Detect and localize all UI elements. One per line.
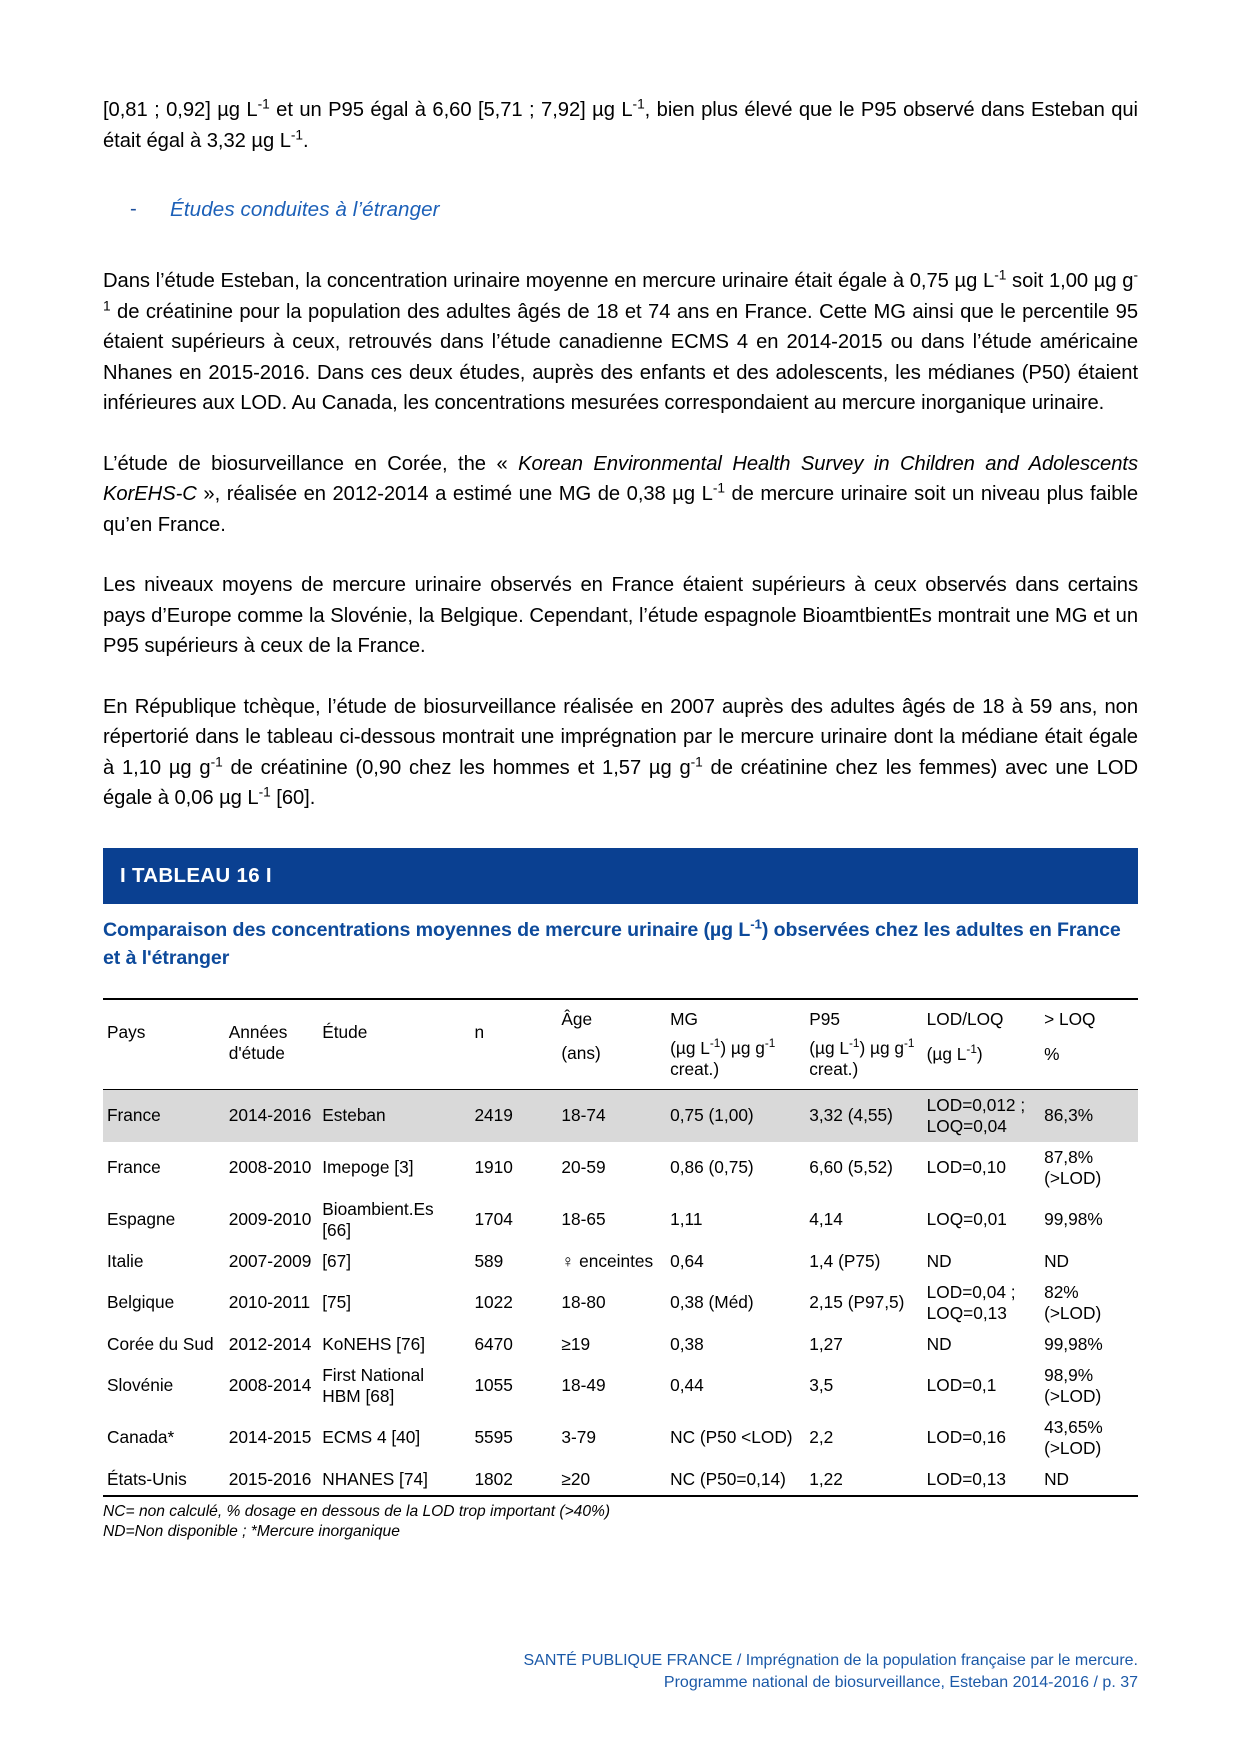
p1-text-b: soit 1,00 µg g [1006, 270, 1134, 292]
cell-pays: Canada* [107, 1427, 175, 1447]
col-header-p95-line2: (µg $L^{-1}$) µg $g^{-1}$ creat.) [809, 1036, 915, 1079]
col-header-lod-line2 [927, 1030, 1034, 1065]
col-header-annees [225, 999, 318, 1090]
cell-mg: 0,75 (1,00) [666, 1089, 805, 1142]
table-body [103, 1089, 1138, 1496]
paragraph-europe: Les niveaux moyens de mercure urinaire observés en France étaient supérieurs à ceux observés dans certains pays d’Europe comme la Slovénie, la Belgique. Cependant, l’étude espagnole BioamtbientEs montrait une MG et un P95 supérieurs à ceux de la France. [103, 574, 1138, 657]
cell-annees: 2010-2011 [228, 1292, 311, 1312]
col-header-etude-label: Étude [322, 1021, 368, 1042]
cell-p95: 4,14 [809, 1209, 843, 1229]
tableau-caption-b: ) observées chez les adultes en France et à l'étranger [103, 918, 1121, 969]
col-header-loq-line1: > LOQ [1044, 1008, 1096, 1029]
lod-unit-b: ) [976, 1043, 983, 1064]
cell-p95: 1,4 (P75) [809, 1250, 881, 1271]
cell-pays: Espagne [107, 1209, 176, 1229]
col-header-pays-label: Pays [107, 1021, 146, 1042]
cell-age: ≥19 [561, 1333, 591, 1354]
cell-mg: NC (P50=0,14) [666, 1464, 805, 1496]
footnote-nc: NC= non calculé, % dosage en dessous de la LOD trop important (>40%) [103, 1502, 611, 1520]
intro-sup-2: -1 [632, 96, 645, 112]
cell-age: 18-74 [557, 1089, 666, 1142]
p4-text-c: de créatinine chez les femmes) avec une LOD égale à 0,06 µg L [103, 756, 1138, 809]
table-row [103, 1277, 1138, 1329]
cell-n: 1022 [474, 1292, 513, 1312]
cell-n: 6470 [474, 1333, 513, 1354]
cell-n: 589 [474, 1250, 504, 1271]
mg-unit-b: ) µg g [720, 1037, 765, 1058]
mg-unit-a: (µg L [670, 1037, 710, 1058]
cell-pays: France [103, 1089, 225, 1142]
col-header-age [557, 999, 666, 1090]
col-header-lod [923, 999, 1040, 1090]
bullet-dash-marker: - [130, 198, 137, 220]
mg-sup-2: -1 [764, 1036, 776, 1050]
lod-unit-a: (µg L [926, 1043, 967, 1064]
p2-italic-title: Korean Environmental Health Survey in Children and Adolescents KorEHS-C [103, 452, 1138, 505]
cell-p95: 1,27 [809, 1333, 843, 1354]
cell-lod: LOD=0,16 [926, 1427, 1006, 1447]
table-row [103, 1464, 1138, 1496]
cell-mg: 0,38 [670, 1333, 704, 1354]
cell-mg: NC (P50 <LOD) [670, 1427, 793, 1447]
mg-sup-1: -1 [709, 1036, 721, 1050]
p95-unit-b: ) µg [859, 1037, 890, 1058]
cell-mg: 0,38 (Méd) [670, 1292, 754, 1312]
p2-text-c: de mercure urinaire soit un niveau plus faible qu’en France. [103, 483, 1138, 536]
cell-annees: 2015-2016 [225, 1464, 318, 1496]
table-head [103, 999, 1138, 1090]
cell-loq: 82% (>LOD) [1044, 1281, 1102, 1323]
cell-etude: ECMS 4 [40] [322, 1427, 421, 1447]
cell-annees: 2008-2014 [228, 1375, 312, 1395]
cell-age: 18-65 [561, 1209, 606, 1229]
col-header-lod-line1: LOD/LOQ [926, 1008, 1004, 1029]
cell-lod: LOD=0,1 [926, 1375, 997, 1395]
table-footnotes [103, 1502, 1138, 1542]
col-header-mg [666, 999, 805, 1090]
cell-mg: 0,64 [670, 1250, 704, 1271]
cell-p95: 6,60 (5,52) [809, 1157, 893, 1177]
paragraph-koree [103, 449, 1138, 541]
p2-text-a: L’étude de biosurveillance en Corée, the « [103, 452, 519, 475]
cell-pays: Corée du Sud [107, 1333, 214, 1354]
p95-unit-a: (µg L [809, 1037, 850, 1058]
p4-sup-1: -1 [210, 753, 223, 769]
cell-loq: 98,9% (>LOD) [1044, 1364, 1102, 1406]
p95-unit-c: creat.) [809, 1058, 859, 1079]
mg-unit-c: creat.) [670, 1058, 720, 1079]
cell-annees: 2014-2016 [225, 1089, 318, 1142]
tableau-banner-label: I TABLEAU 16 I [120, 863, 272, 887]
footer-line-1: SANTÉ PUBLIQUE FRANCE / Imprégnation de la population française par le mercure. [523, 1652, 1138, 1669]
p4-text-d: [60]. [270, 787, 316, 809]
paragraph-esteban [103, 266, 1138, 419]
col-header-p95 [805, 999, 922, 1090]
col-header-annees-line2: d'étude [228, 1042, 285, 1063]
footer-line-2: Programme national de biosurveillance, Esteban 2014-2016 / p. 37 [663, 1674, 1138, 1691]
cell-annees: 2012-2014 [228, 1333, 312, 1354]
cell-loq: 87,8% (>LOD) [1044, 1146, 1102, 1188]
col-header-mg-line2 [670, 1030, 799, 1080]
col-header-pays [103, 999, 225, 1090]
lod-sup-1: -1 [966, 1042, 977, 1056]
tableau-caption-sup: -1 [750, 915, 762, 931]
cell-pays: France [107, 1157, 161, 1177]
cell-lod: LOD=0,04 ; LOQ=0,13 [926, 1281, 1016, 1323]
p4-sup-2: -1 [690, 753, 703, 769]
cell-mg: 1,11 [670, 1209, 703, 1229]
col-header-etude [318, 999, 470, 1090]
cell-p95: 2,2 [809, 1427, 834, 1447]
cell-p95: 3,32 (4,55) [805, 1089, 922, 1142]
table-row [103, 1412, 1138, 1464]
col-header-loq [1040, 999, 1138, 1090]
intro-text-d: . [302, 129, 309, 152]
cell-loq: 43,65% (>LOD) [1044, 1416, 1103, 1458]
table-row [103, 1360, 1138, 1412]
cell-loq: 99,98% [1044, 1209, 1103, 1229]
p1-text-a: Dans l’étude Esteban, la concentration urinaire moyenne en mercure urinaire était égale à 0,75 µg L [103, 270, 995, 292]
col-header-n [470, 999, 557, 1090]
page-footer [0, 1650, 1241, 1694]
col-header-p95-line1: P95 [809, 1008, 841, 1029]
p1-sup-2: -1 [103, 267, 1138, 313]
col-header-loq-line2: % [1044, 1043, 1060, 1064]
intro-paragraph [103, 95, 1138, 156]
cell-p95: 2,15 (P97,5) [809, 1292, 905, 1312]
table-header-row [103, 999, 1138, 1090]
intro-sup-1: -1 [257, 96, 270, 112]
cell-pays: Belgique [107, 1292, 175, 1312]
intro-sup-3: -1 [290, 126, 303, 142]
cell-etude: NHANES [74] [318, 1464, 470, 1496]
cell-lod: ND [926, 1333, 952, 1354]
cell-p95: 1,22 [805, 1464, 922, 1496]
cell-mg: 0,44 [670, 1375, 704, 1395]
cell-loq: 99,98% [1044, 1333, 1103, 1354]
cell-etude: [67] [322, 1250, 352, 1271]
cell-n: 1055 [474, 1375, 513, 1395]
intro-text-a: [0,81 ; 0,92] µg L [103, 99, 258, 121]
cell-lod: ND [926, 1250, 952, 1271]
table-row [103, 1246, 1138, 1277]
tableau-caption [103, 916, 1138, 972]
cell-age: 18-80 [561, 1292, 606, 1312]
cell-pays: Slovénie [107, 1375, 174, 1395]
cell-n: 5595 [474, 1427, 513, 1447]
cell-loq: ND [1044, 1250, 1070, 1271]
p4-text-a: En République tchèque, l’étude de biosurveillance réalisée en 2007 auprès des adultes âgés de 18 à 59 ans, non répertorié dans le tableau ci-dessous montrait une imprégnation par le mercure urinaire dont la médiane était égale à 1,10 µg g [103, 695, 1138, 779]
p2-text-b: », réalisée en 2012-2014 a estimé une MG de 0,38 µg L [196, 483, 713, 505]
cell-annees: 2008-2010 [228, 1157, 312, 1177]
cell-n: 2419 [470, 1089, 557, 1142]
cell-loq: 86,3% [1040, 1089, 1138, 1142]
intro-text-c: , bien plus élevé que le P95 observé dans Esteban qui était égal à 3,32 µg L [103, 99, 1138, 152]
table-row [103, 1194, 1138, 1246]
cell-age: 3-79 [561, 1427, 596, 1447]
cell-etude: KoNEHS [76] [322, 1333, 426, 1354]
cell-age: ♀ enceintes [561, 1250, 654, 1271]
cell-lod: LOQ=0,01 [926, 1209, 1007, 1229]
cell-etude: Bioambient.Es [66] [322, 1198, 434, 1240]
p4-sup-3: -1 [258, 784, 271, 800]
comparison-table [103, 998, 1138, 1497]
cell-age: ≥20 [557, 1464, 666, 1496]
cell-age: 18-49 [561, 1375, 606, 1395]
p1-text-c: de créatinine pour la population des adultes âgés de 18 et 74 ans en France. Cette MG ainsi que le percentile 95 étaient supérieurs à ceux, retrouvés dans l’étude canadienne ECMS 4 en 2014-2015 ou dans l’étude américaine Nhanes en 2015-2016. Dans ces deux études, auprès des enfants et des adolescents, les médianes (P50) étaient inférieures aux LOD. Au Canada, les concentrations mesurées correspondaient au mercure inorganique urinaire. [103, 300, 1138, 414]
cell-annees: 2009-2010 [228, 1209, 312, 1229]
table-row [103, 1142, 1138, 1194]
section-heading-label: Études conduites à l’étranger [170, 198, 440, 221]
tableau-caption-a: Comparaison des concentrations moyennes de mercure urinaire (µg L [103, 918, 751, 941]
cell-pays: Italie [107, 1250, 144, 1271]
col-header-mg-line1: MG [670, 1008, 698, 1029]
table-row [103, 1329, 1138, 1360]
cell-annees: 2014-2015 [228, 1427, 312, 1447]
cell-mg: 0,86 (0,75) [670, 1157, 754, 1177]
p95-sup-2: -1 [904, 1036, 915, 1050]
paragraph-tcheque [103, 692, 1138, 814]
cell-n: 1910 [474, 1157, 513, 1177]
p4-text-b: de créatinine (0,90 chez les hommes et 1,57 µg g [222, 756, 691, 779]
col-header-annees-line1: Années [228, 1021, 288, 1042]
col-header-age-line2: (ans) [561, 1042, 601, 1063]
cell-p95: 3,5 [809, 1375, 834, 1395]
cell-etude: Esteban [318, 1089, 470, 1142]
cell-etude: [75] [322, 1292, 352, 1312]
col-header-n-label: n [474, 1021, 485, 1042]
p95-sup-1: -1 [849, 1036, 860, 1050]
p1-sup-1: -1 [994, 267, 1007, 283]
cell-annees: 2007-2009 [228, 1250, 312, 1271]
cell-n: 1802 [470, 1464, 557, 1496]
section-bullet-heading [103, 198, 1138, 222]
cell-n: 1704 [474, 1209, 513, 1229]
col-header-age-line1: Âge [561, 1008, 593, 1029]
p2-sup-1: -1 [712, 480, 725, 496]
cell-etude: Imepoge [3] [322, 1157, 414, 1177]
footnote-nd: ND=Non disponible ; *Mercure inorganique [103, 1522, 400, 1540]
cell-loq: ND [1040, 1464, 1138, 1496]
cell-lod: LOD=0,13 [923, 1464, 1040, 1496]
cell-age: 20-59 [561, 1157, 606, 1177]
cell-lod: LOD=0,10 [926, 1157, 1006, 1177]
intro-text-b: et un P95 égal à 6,60 [5,71 ; 7,92] µg L [269, 99, 633, 121]
cell-pays: États-Unis [103, 1464, 225, 1496]
cell-lod: LOD=0,012 ; LOQ=0,04 [923, 1089, 1040, 1142]
table-row [103, 1089, 1138, 1142]
cell-etude: First National HBM [68] [322, 1364, 425, 1406]
tableau-banner [103, 848, 1138, 904]
